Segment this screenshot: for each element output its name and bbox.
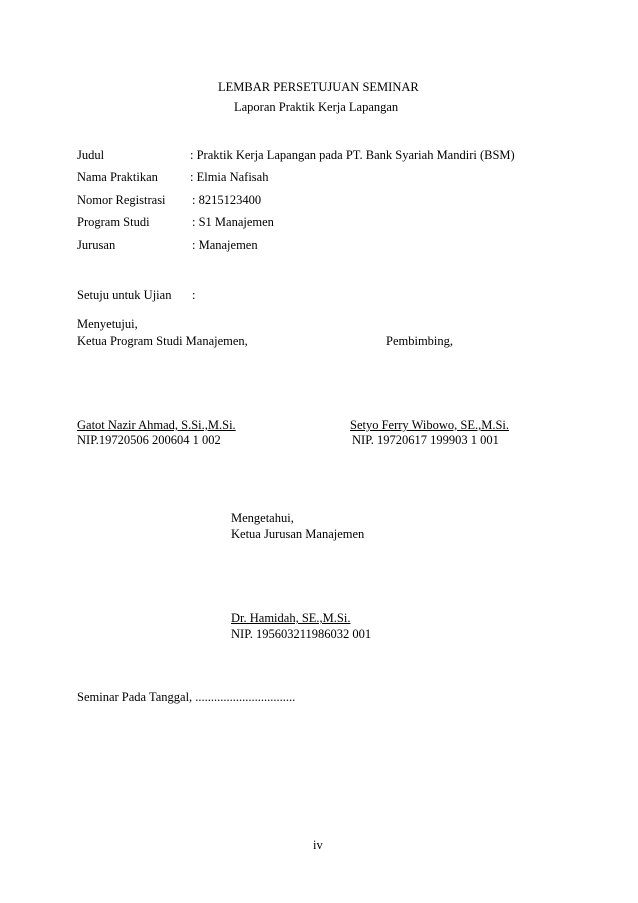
know-heading: Mengetahui, xyxy=(231,511,294,525)
center-signer-name: Dr. Hamidah, SE.,M.Si. xyxy=(231,611,351,625)
field-label-judul: Judul xyxy=(77,148,105,162)
approval-colon: : xyxy=(192,288,196,302)
seminar-date-line: Seminar Pada Tanggal, ................................ xyxy=(77,690,296,704)
page-number: iv xyxy=(313,838,323,852)
approval-label: Setuju untuk Ujian xyxy=(77,288,172,302)
left-signer-nip: NIP.19720506 200604 1 002 xyxy=(77,433,221,447)
field-label-program-studi: Program Studi xyxy=(77,215,150,229)
right-signer-name: Setyo Ferry Wibowo, SE.,M.Si. xyxy=(350,418,509,432)
left-signer-role: Ketua Program Studi Manajemen, xyxy=(77,334,248,348)
field-label-jurusan: Jurusan xyxy=(77,238,116,252)
center-signer-nip: NIP. 195603211986032 001 xyxy=(231,627,372,641)
field-label-nomor-registrasi: Nomor Registrasi xyxy=(77,193,166,207)
document-title: LEMBAR PERSETUJUAN SEMINAR xyxy=(218,80,419,94)
right-signer-nip: NIP. 19720617 199903 1 001 xyxy=(352,433,499,447)
left-signer-name: Gatot Nazir Ahmad, S.Si.,M.Si. xyxy=(77,418,236,432)
field-value-program-studi: : S1 Manajemen xyxy=(192,215,274,229)
field-value-nomor-registrasi: : 8215123400 xyxy=(192,193,262,207)
document-subtitle: Laporan Praktik Kerja Lapangan xyxy=(234,100,399,114)
field-value-jurusan: : Manajemen xyxy=(192,238,258,252)
approve-heading: Menyetujui, xyxy=(77,317,138,331)
right-signer-role: Pembimbing, xyxy=(386,334,454,348)
field-value-nama-praktikan: : Elmia Nafisah xyxy=(190,170,269,184)
field-value-judul: : Praktik Kerja Lapangan pada PT. Bank Syariah Mandiri (BSM) xyxy=(190,148,515,162)
center-signer-role: Ketua Jurusan Manajemen xyxy=(231,527,365,541)
field-label-nama-praktikan: Nama Praktikan xyxy=(77,170,158,184)
